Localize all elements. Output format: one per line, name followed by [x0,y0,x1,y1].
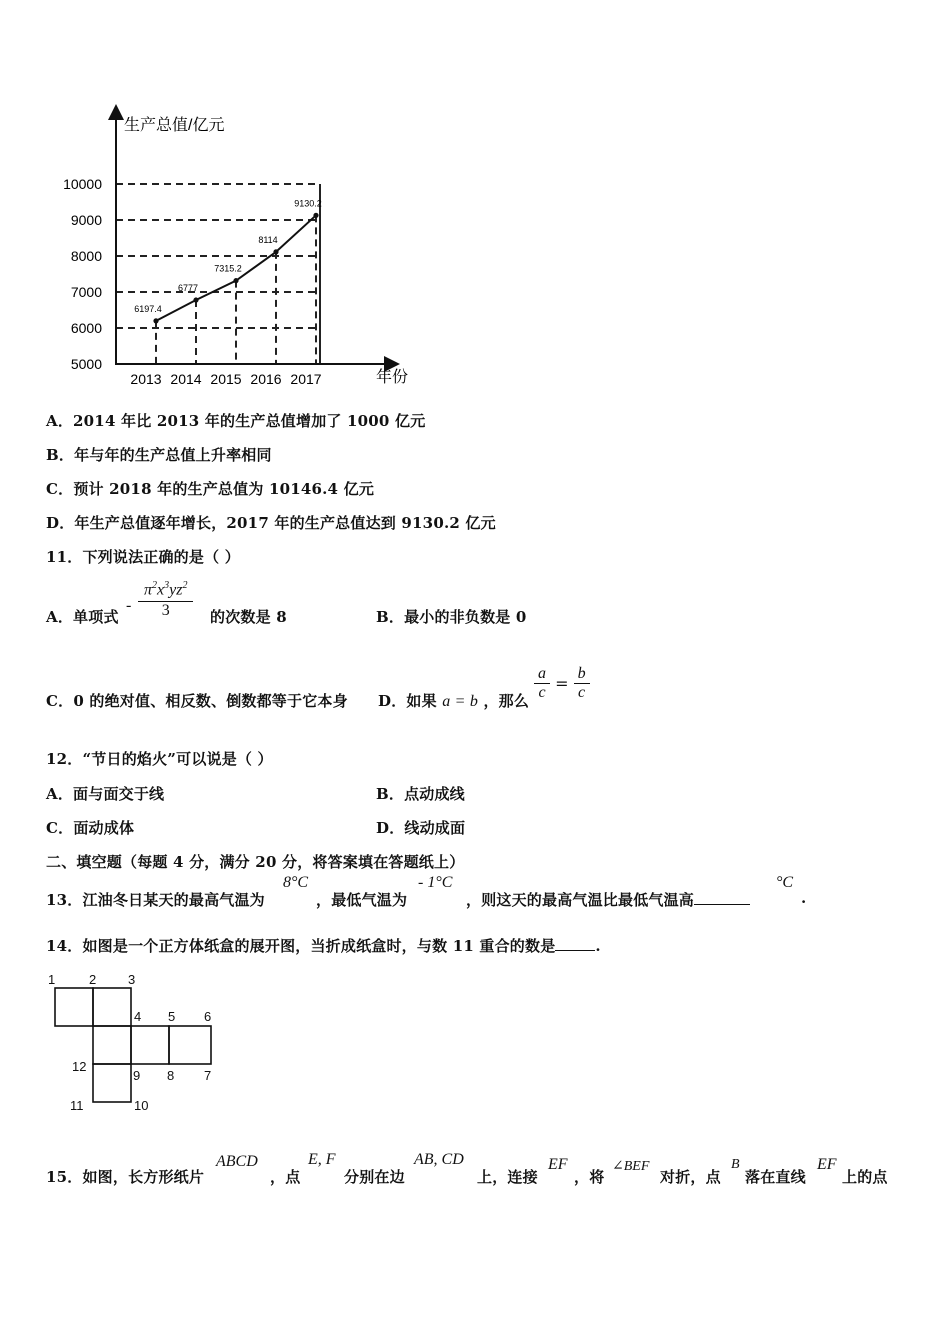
fraction-b-num: b [574,665,590,684]
fraction-a-num: a [534,665,550,684]
net-label-10: 10 [134,1098,149,1113]
q10-option-d: D．年生产总值逐年增长，2017 年的生产总值达到 9130.2 亿元 [46,514,496,532]
monomial-denominator: 3 [161,602,170,620]
net-label-12: 12 [72,1059,87,1074]
q15-text-1: 15．如图，长方形纸片 [46,1168,205,1186]
q10-option-c: C．预计 2018 年的生产总值为 10146.4 亿元 [46,480,375,498]
net-square-6 [93,1064,131,1102]
q15-text-7: 落在直线 [745,1168,806,1186]
q15-text-8: 上的点 [842,1168,888,1186]
net-square-2 [93,988,131,1026]
q15-math-angle: ∠BEF [612,1159,650,1174]
net-label-3: 3 [128,972,136,987]
monomial-fraction [138,580,193,620]
q11-a-suffix: 的次数是 8 [210,608,287,626]
net-square-3 [93,1026,131,1064]
q15-text-5: ，将 [574,1168,605,1186]
x-tick-labels [130,371,321,387]
net-square-5 [169,1026,211,1064]
y-axis-label: 生产总值/亿元 [124,117,225,134]
data-point-2017 [313,213,318,218]
q14-answer-blank[interactable] [555,950,595,951]
q14-stem-text: 14．如图是一个正方体纸盒的展开图，当折成纸盒时，与数 11 重合的数是 [46,937,556,955]
q14-stem [46,935,601,956]
net-label-9: 9 [133,1068,141,1083]
q10-option-a: A．2014 年比 2013 年的生产总值增加了 1000 亿元 [46,412,426,430]
net-label-4: 4 [134,1009,142,1024]
q14-end: . [595,937,601,955]
fraction-a-over-c [534,665,550,702]
net-square-1 [55,988,93,1026]
x-tick-2015: 2015 [210,371,242,387]
production-value-line-chart [40,100,440,400]
q13-text-3-label: ，则这天的最高气温比最低气温高 [466,891,695,909]
value-label-2014: 6777 [177,283,199,294]
q11-d-prefix: D．如果 [378,692,437,710]
q11-option-b: B．最小的非负数是 0 [376,608,527,626]
y-tick-9000: 9000 [70,212,102,228]
net-label-8: 8 [167,1068,175,1083]
data-point-2013 [153,318,158,323]
x-tick-2016: 2016 [250,371,282,387]
q15-text-3: 分别在边 [344,1168,405,1186]
y-tick-7000: 7000 [70,284,102,300]
q10-option-b: B．年与年的生产总值上升率相同 [46,446,272,464]
q11-d-mid: ，那么 [483,692,530,710]
chart-gridlines [116,184,320,364]
fraction-equals: = [555,674,569,693]
x-tick-2017: 2017 [290,371,322,387]
y-tick-6000: 6000 [70,320,102,336]
q13-low-temp: - 1°C [418,874,453,891]
net-label-2: 2 [89,972,97,987]
y-tick-labels [63,176,102,372]
net-label-1: 1 [48,972,56,987]
q13-text-3 [466,889,750,910]
q12-option-a: A．面与面交于线 [46,785,165,803]
q15-math-ef-line: EF [817,1156,837,1173]
q11-stem: 11．下列说法正确的是（ ） [46,548,240,566]
q11-d-equation: a = b [442,693,479,710]
q13-text-2: ，最低气温为 [316,891,408,909]
data-point-2014 [193,297,198,302]
q11-option-c: C．0 的绝对值、相反数、倒数都等于它本身 [46,692,348,710]
q11-option-a [46,606,119,627]
q15-math-ef: EF [548,1156,568,1173]
q15-text-4: 上，连接 [477,1168,538,1186]
net-label-5: 5 [168,1009,176,1024]
fraction-b-den: c [578,684,586,701]
value-label-2017: 9130.2 [294,198,322,209]
q13-answer-blank[interactable] [694,904,750,905]
y-tick-5000: 5000 [70,356,102,372]
q13-high-temp: 8°C [283,874,309,891]
y-tick-8000: 8000 [70,248,102,264]
net-label-11: 11 [70,1098,84,1113]
net-label-6: 6 [204,1009,212,1024]
q15-text-6: 对折，点 [660,1168,721,1186]
q15-text-2: ，点 [270,1168,301,1186]
y-tick-10000: 10000 [63,176,102,192]
net-square-4 [131,1026,169,1064]
value-label-2016: 8114 [258,234,278,245]
q12-option-c: C．面动成体 [46,819,135,837]
value-label-2013: 6197.4 [134,303,162,314]
q15-math-abcd: ABCD [216,1153,258,1170]
net-label-7: 7 [204,1068,212,1083]
value-label-2015: 7315.2 [214,263,242,274]
q12-stem: 12．“节日的焰火”可以说是（ ） [46,750,273,768]
q13-unit: °C [776,874,794,891]
q11-a-minus: - [126,597,132,614]
cube-net-diagram [44,968,224,1118]
monomial-numerator: $\pi^2x^3yz^2$ [138,580,193,602]
x-tick-2013: 2013 [130,371,162,387]
x-tick-2014: 2014 [170,371,202,387]
q12-option-d: D．线动成面 [376,819,466,837]
q15-math-b: B [731,1157,740,1172]
fraction-b-over-c [574,665,590,702]
section-2-title: 二、填空题（每题 4 分，满分 20 分，将答案填在答题纸上） [46,853,465,871]
q11-d-fraction-equation [534,665,590,702]
q12-option-b: B．点动成线 [376,785,465,803]
data-point-2015 [233,278,238,283]
x-axis-label: 年份 [376,369,409,386]
q15-math-ef-points: E, F [308,1151,336,1168]
q15-math-sides: AB, CD [414,1151,464,1168]
data-point-2016 [273,249,278,254]
q13-end: . [801,889,807,907]
q11-a-prefix: A．单项式 [46,608,119,626]
q13-text-1: 13．江油冬日某天的最高气温为 [46,891,265,909]
q11-option-d [378,690,529,711]
fraction-a-den: c [538,684,546,701]
